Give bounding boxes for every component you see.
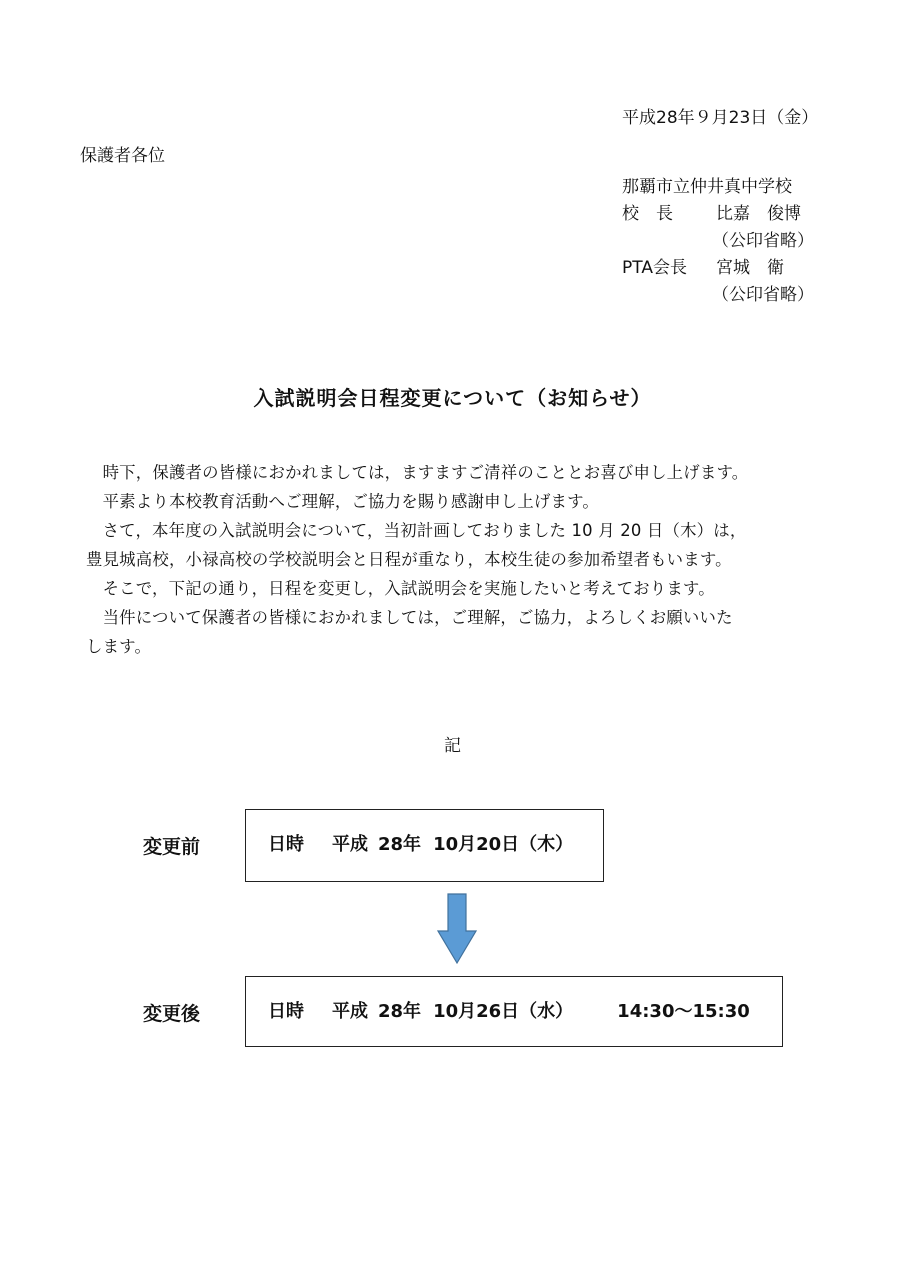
before-change-box — [245, 809, 604, 882]
era: 平成 — [332, 1001, 368, 1022]
after-change-box — [245, 976, 783, 1047]
after-change-label: 変更後 — [143, 1003, 201, 1025]
addressee: 保護者各位 — [80, 146, 165, 166]
down-arrow-icon — [437, 893, 477, 969]
body-line: します。 — [86, 637, 152, 656]
document-title: 入試説明会日程変更について（お知らせ） — [253, 386, 652, 410]
year: 28年 — [378, 1001, 422, 1022]
date: 10月20日（木） — [433, 834, 574, 855]
document-date: 平成28年９月23日（金） — [622, 108, 819, 128]
principal-role: 校 長 — [622, 204, 673, 224]
principal-name: 比嘉 俊博 — [716, 204, 801, 224]
pta-role: PTA会長 — [622, 258, 687, 278]
before-change-label: 変更前 — [143, 836, 201, 858]
body-line: そこで，下記の通り，日程を変更し，入試説明会を実施したいと考えております。 — [86, 579, 715, 598]
datetime-label: 日時 — [268, 1001, 304, 1022]
after-datetime — [268, 1001, 750, 1023]
time-range: 14:30～15:30 — [617, 1001, 750, 1022]
era: 平成 — [332, 834, 368, 855]
body-text — [86, 458, 831, 661]
body-line: 時下，保護者の皆様におかれましては，ますますご清祥のこととお喜び申し上げます。 — [86, 463, 749, 482]
date: 10月26日（水） — [433, 1001, 574, 1022]
body-line: 豊見城高校，小禄高校の学校説明会と日程が重なり，本校生徒の参加希望者もいます。 — [86, 550, 732, 569]
datetime-label: 日時 — [268, 834, 304, 855]
pta-name: 宮城 衛 — [716, 258, 784, 278]
school-name: 那覇市立仲井真中学校 — [622, 177, 792, 197]
body-line: 当件について保護者の皆様におかれましては，ご理解，ご協力，よろしくお願いいた — [86, 608, 733, 627]
body-line: 平素より本校教育活動へご理解，ご協力を賜り感謝申し上げます。 — [86, 492, 599, 511]
body-line: さて，本年度の入試説明会について，当初計画しておりました 10 月 20 日（木）は， — [86, 521, 747, 540]
before-datetime — [268, 834, 573, 856]
pta-seal-note: （公印省略） — [712, 285, 814, 305]
ki-heading: 記 — [444, 736, 461, 756]
year: 28年 — [378, 834, 422, 855]
principal-seal-note: （公印省略） — [712, 231, 814, 251]
